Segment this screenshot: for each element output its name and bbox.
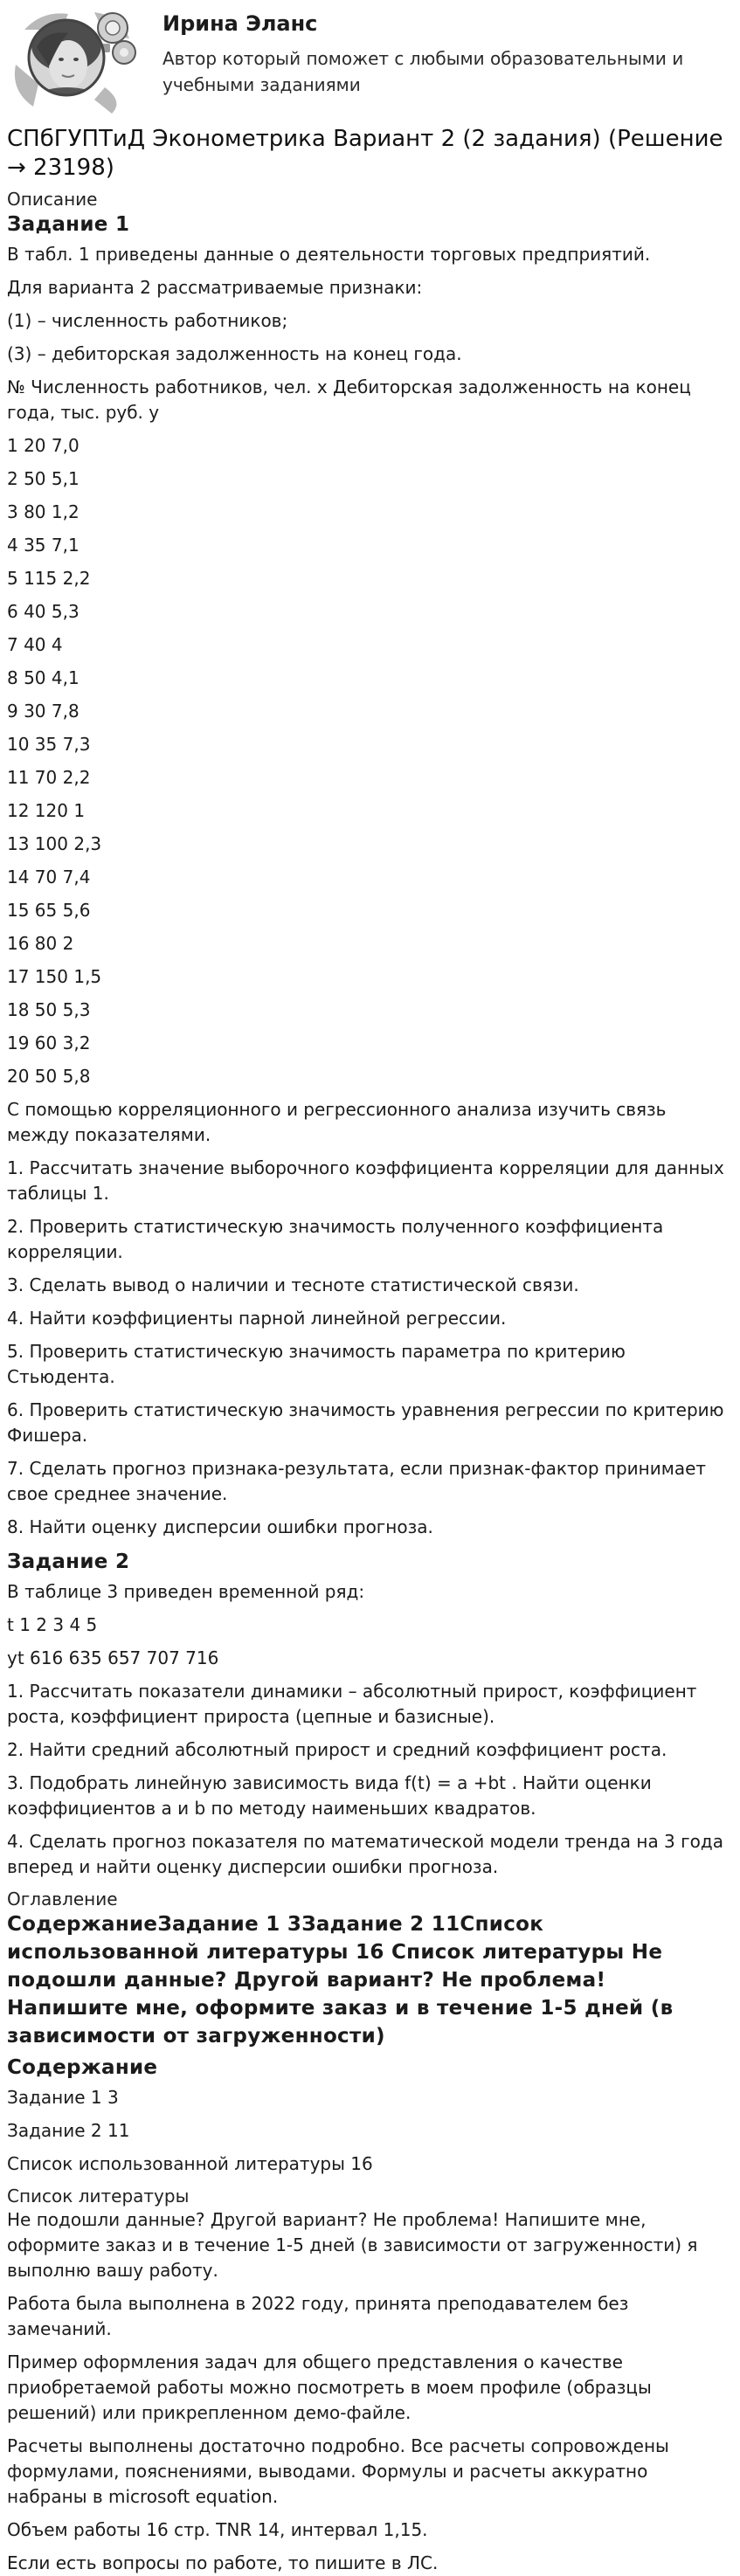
task1-paragraph: 8 50 4,1 <box>7 667 80 688</box>
task2-paragraph: 4. Сделать прогноз показателя по математической модели тренда на 3 года вперед и найти оценку дисперсии ошибки прогноза. <box>7 1831 723 1877</box>
task1-paragraph: Для варианта 2 рассматриваемые признаки: <box>7 277 423 298</box>
toc-label: Оглавление <box>7 1889 118 1910</box>
task1-paragraph: 11 70 2,2 <box>7 767 91 788</box>
closing-paragraph: Работа была выполнена в 2022 году, принята преподавателем без замечаний. <box>7 2293 629 2339</box>
task1-paragraph: (1) – численность работников; <box>7 310 288 331</box>
task2-paragraph: 3. Подобрать линейную зависимость вида f(t) = a +bt . Найти оценки коэффициентов a и b по методу наименьших квадратов. <box>7 1772 652 1819</box>
task1-paragraph: № Численность работников, чел. x Дебиторская задолженность на конец года, тыс. руб. y <box>7 376 691 423</box>
task1-paragraph: 17 150 1,5 <box>7 966 102 987</box>
task1-paragraph: 9 30 7,8 <box>7 701 80 722</box>
task2-paragraph: t 1 2 3 4 5 <box>7 1614 98 1635</box>
contents-item: Задание 1 3 <box>7 2087 119 2108</box>
task2-paragraph: В таблице 3 приведен временной ряд: <box>7 1581 365 1602</box>
page-title: СПбГУПТиД Эконометрика Вариант 2 (2 задания) (Решение → 23198) <box>7 126 723 181</box>
contents-item: Список использованной литературы 16 <box>7 2153 373 2174</box>
author-avatar[interactable] <box>7 3 138 117</box>
author-description: Автор который поможет с любыми образовательными и учебными заданиями <box>163 48 684 95</box>
task1-paragraph: 3 80 1,2 <box>7 501 80 522</box>
closing-text <box>7 2207 730 2576</box>
task1-paragraph: 14 70 7,4 <box>7 867 91 887</box>
task2-section <box>7 1548 730 1880</box>
task1-paragraph: 4 35 7,1 <box>7 535 80 556</box>
author-card <box>7 0 730 125</box>
toc-bold-text: СодержаниеЗадание 1 3Задание 2 11Список использованной литературы 16 Список литературы Не подошли данные? Другой вариант? Не проблема! Напишите мне, оформите заказ и в течение 1-5 дней (в зависимости от загруженности) <box>7 1913 674 2048</box>
task1-paragraph: С помощью корреляционного и регрессионного анализа изучить связь между показателями. <box>7 1099 667 1145</box>
task1-paragraph: 6. Проверить статистическую значимость уравнения регрессии по критерию Фишера. <box>7 1399 724 1446</box>
task1-paragraph: 8. Найти оценку дисперсии ошибки прогноза. <box>7 1516 433 1537</box>
contents-list <box>7 2085 730 2177</box>
task1-paragraph: 5 115 2,2 <box>7 568 91 589</box>
task1-paragraph: 10 35 7,3 <box>7 734 91 755</box>
task1-section <box>7 211 730 1540</box>
task1-paragraph: 6 40 5,3 <box>7 601 80 622</box>
task2-paragraph: yt 616 635 657 707 716 <box>7 1647 219 1668</box>
task1-paragraph: 1 20 7,0 <box>7 435 80 456</box>
closing-paragraph: Расчеты выполнены достаточно подробно. Все расчеты сопровождены формулами, пояснениями, выводами. Формулы и расчеты аккуратно набраны в microsoft equation. <box>7 2435 669 2507</box>
closing-paragraph: Если есть вопросы по работе, то пишите в ЛС. <box>7 2552 439 2573</box>
closing-paragraph: Объем работы 16 стр. TNR 14, интервал 1,15. <box>7 2519 428 2540</box>
task1-body <box>7 242 730 1540</box>
task1-paragraph: 4. Найти коэффициенты парной линейной регрессии. <box>7 1308 507 1329</box>
author-info <box>138 0 730 125</box>
task1-paragraph: 19 60 3,2 <box>7 1032 91 1053</box>
closing-paragraph: Не подошли данные? Другой вариант? Не проблема! Напишите мне, оформите заказ и в течение 1-5 дней (в зависимости от загруженности) я выполню вашу работу. <box>7 2209 698 2281</box>
contents-item: Задание 2 11 <box>7 2120 130 2141</box>
task1-paragraph: 12 120 1 <box>7 800 86 821</box>
task2-paragraph: 1. Рассчитать показатели динамики – абсолютный прирост, коэффициент роста, коэффициент прироста (цепные и базисные). <box>7 1681 697 1727</box>
description-label: Описание <box>7 189 98 210</box>
task1-paragraph: 16 80 2 <box>7 933 74 954</box>
task1-paragraph: 2 50 5,1 <box>7 468 80 489</box>
closing-paragraph: Пример оформления задач для общего представления о качестве приобретаемой работы можно посмотреть в моем профиле (образцы решений) или прикрепленном демо-файле. <box>7 2352 652 2423</box>
task1-paragraph: (3) – дебиторская задолженность на конец года. <box>7 343 462 364</box>
task2-heading: Задание 2 <box>7 1550 130 1573</box>
task2-paragraph: 2. Найти средний абсолютный прирост и средний коэффициент роста. <box>7 1739 667 1760</box>
task1-paragraph: 15 65 5,6 <box>7 900 91 921</box>
task1-paragraph: 3. Сделать вывод о наличии и тесноте статистической связи. <box>7 1274 579 1295</box>
task1-heading: Задание 1 <box>7 213 130 236</box>
literature-label: Список литературы <box>7 2186 190 2207</box>
contents-heading: Содержание <box>7 2056 158 2079</box>
author-name[interactable]: Ирина Эланс <box>163 11 318 36</box>
task1-paragraph: 18 50 5,3 <box>7 999 91 1020</box>
task1-paragraph: 20 50 5,8 <box>7 1066 91 1087</box>
task1-paragraph: 1. Рассчитать значение выборочного коэффициента корреляции для данных таблицы 1. <box>7 1157 724 1204</box>
task1-paragraph: В табл. 1 приведены данные о деятельности торговых предприятий. <box>7 244 651 265</box>
task2-body <box>7 1579 730 1880</box>
contents-section <box>7 2054 730 2177</box>
task1-paragraph: 7. Сделать прогноз признака-результата, если признак-фактор принимает свое среднее значение. <box>7 1458 707 1504</box>
task1-paragraph: 13 100 2,3 <box>7 833 102 854</box>
task1-paragraph: 7 40 4 <box>7 634 63 655</box>
task1-paragraph: 2. Проверить статистическую значимость полученного коэффициента корреляции. <box>7 1216 664 1262</box>
task1-paragraph: 5. Проверить статистическую значимость параметра по критерию Стьюдента. <box>7 1341 626 1387</box>
